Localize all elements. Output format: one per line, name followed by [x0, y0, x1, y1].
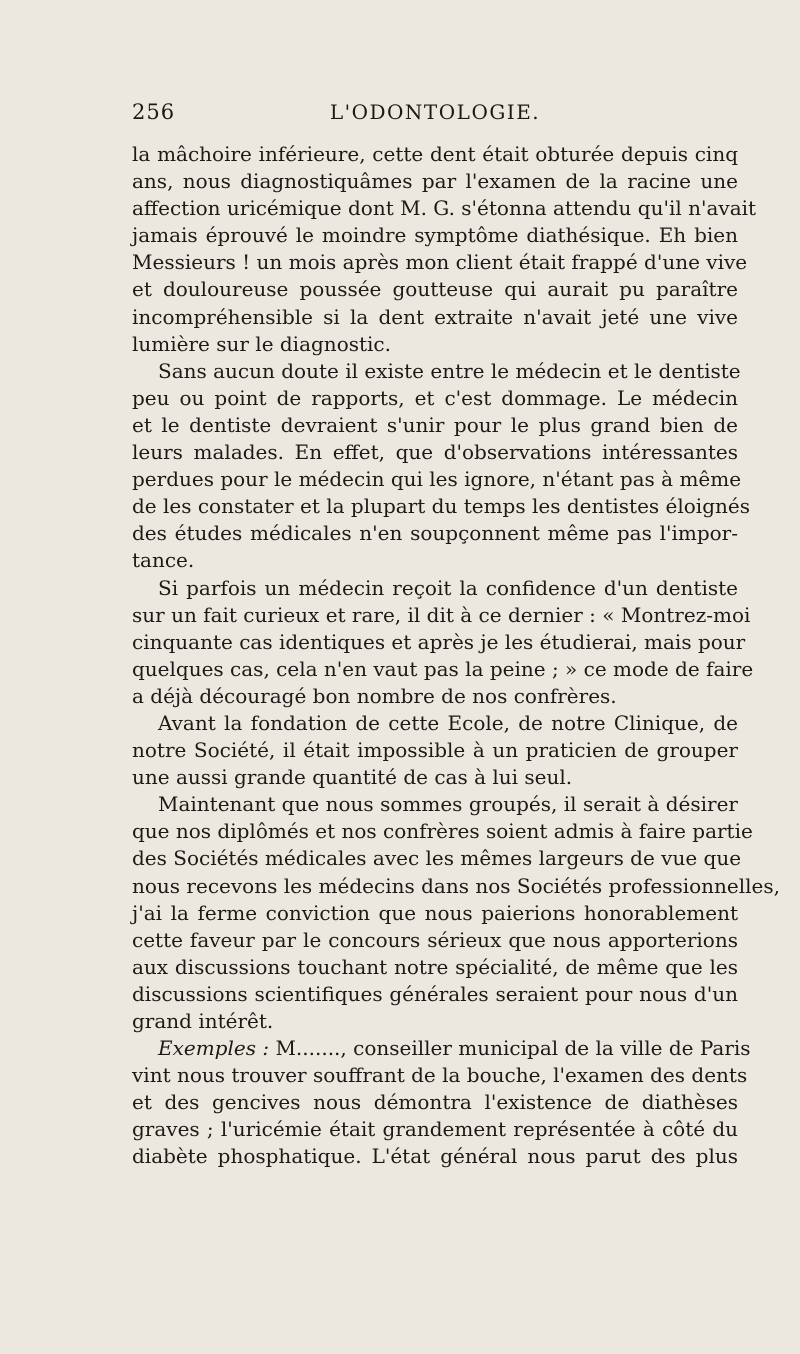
text-line: Si parfois un médecin reçoit la confidence d'un dentiste — [158, 575, 738, 600]
text-line: des Sociétés médicales avec les mêmes largeurs de vue que — [132, 846, 742, 871]
text-line: a déjà découragé bon nombre de nos confrères. — [132, 683, 617, 708]
text-line: Sans aucun doute il existe entre le médecin et le dentiste — [158, 358, 741, 383]
paragraph — [132, 575, 754, 710]
text-line: affection uricémique dont M. G. s'étonna attendu qu'il n'avait — [132, 196, 757, 221]
text-fragment: M......., conseiller municipal de la ville de Paris — [275, 1036, 751, 1061]
text-line: j'ai la ferme conviction que nous paierions honorablement — [132, 900, 738, 925]
paragraph — [132, 141, 757, 358]
text-line: sur un fait curieux et rare, il dit à ce dernier : « Montrez-moi — [132, 602, 751, 627]
text-line: Maintenant que nous sommes groupés, il serait à désirer — [158, 792, 738, 817]
text-line: Avant la fondation de cette Ecole, de notre Clinique, de — [158, 710, 738, 735]
text-line: Messieurs ! un mois après mon client était frappé d'une vive — [132, 250, 748, 275]
text-line: cette faveur par le concours sérieux que nous apporterions — [132, 927, 738, 952]
text-line: vint nous trouver souffrant de la bouche, l'examen des dents — [132, 1063, 748, 1088]
body-text — [132, 141, 780, 1171]
text-line: lumière sur le diagnostic. — [132, 331, 391, 356]
text-line: graves ; l'uricémie était grandement représentée à côté du — [132, 1117, 738, 1142]
text-line: ans, nous diagnostiquâmes par l'examen de la racine une — [132, 169, 738, 194]
paragraph — [132, 710, 738, 791]
text-line: nous recevons les médecins dans nos Sociétés professionnelles, — [132, 873, 780, 898]
page-header — [132, 100, 738, 130]
paragraph — [132, 791, 780, 1035]
text-line: discussions scientifiques générales seraient pour nous d'un — [132, 981, 738, 1006]
text-line: et douloureuse poussée goutteuse qui aurait pu paraître — [132, 277, 738, 302]
text-line — [132, 1035, 751, 1062]
text-line: grand intérêt. — [132, 1009, 274, 1033]
text-line: des études médicales n'en soupçonnent même pas l'impor- — [132, 521, 738, 546]
text-line: quelques cas, cela n'en vaut pas la peine ; » ce mode de faire — [132, 656, 754, 681]
text-line: tance. — [132, 548, 195, 573]
paragraph — [132, 358, 750, 575]
text-line: la mâchoire inférieure, cette dent était obturée depuis cinq — [132, 142, 738, 166]
text-line: que nos diplômés et nos confrères soient admis à faire partie — [132, 819, 753, 844]
paragraph — [132, 1035, 751, 1170]
running-title: L'ODONTOLOGIE. — [329, 100, 541, 124]
text-line: et des gencives nous démontra l'existence de diathèses — [132, 1090, 738, 1115]
text-line: jamais éprouvé le moindre symptôme diathésique. Eh bien — [132, 223, 738, 248]
text-line: perdues pour le médecin qui les ignore, n'étant pas à même — [132, 467, 742, 492]
text-line: notre Société, il était impossible à un praticien de grouper — [132, 738, 738, 763]
text-line: de les constater et la plupart du temps les dentistes éloignés — [132, 494, 750, 519]
text-line: peu ou point de rapports, et c'est dommage. Le médecin — [132, 385, 738, 410]
text-line: une aussi grande quantité de cas à lui seul. — [132, 765, 573, 790]
italic-lead: Exemples : — [158, 1036, 276, 1061]
page-number: 256 — [132, 100, 176, 124]
text-line: cinquante cas identiques et après je les étudierai, mais pour — [132, 629, 746, 654]
text-line: diabète phosphatique. L'état général nous parut des plus — [132, 1144, 738, 1169]
text-line: et le dentiste devraient s'unir pour le plus grand bien de — [132, 412, 738, 437]
text-line: aux discussions touchant notre spécialité, de même que les — [132, 954, 738, 979]
text-line: leurs malades. En effet, que d'observations intéressantes — [132, 440, 738, 465]
text-line: incompréhensible si la dent extraite n'avait jeté une vive — [132, 304, 738, 329]
